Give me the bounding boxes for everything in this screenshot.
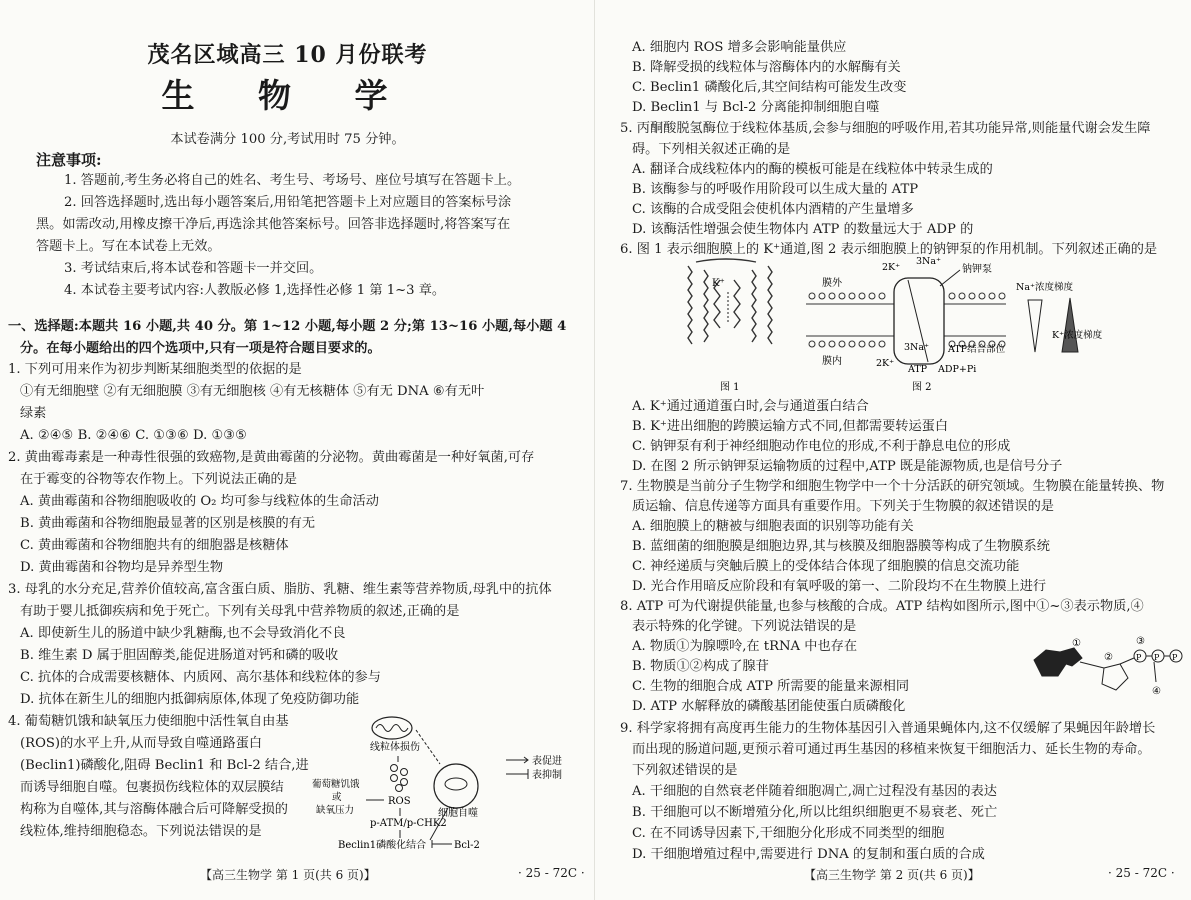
option-line: B. 降解受损的线粒体与溶酶体内的水解酶有关	[632, 60, 901, 75]
question-line: D. 黄曲霉菌和谷物均是异养型生物	[20, 560, 224, 575]
autophagosome-icon	[434, 764, 478, 808]
option-line: C. 钠钾泵有利于神经细胞动作电位的形成,不利于静息电位的形成	[632, 439, 1011, 454]
question-line: 质运输、信息传递等方面具有重要作用。下列关于生物膜的叙述错误的是	[632, 499, 1054, 514]
notice-line: 黑。如需改动,用橡皮擦干净后,再选涂其他答案标号。回答非选择题时,将答案写在	[36, 217, 511, 232]
fig8-p: P	[1136, 653, 1142, 662]
option-line: C. 在不同诱导因素下,干细胞分化形成不同类型的细胞	[632, 826, 945, 841]
lipid-head	[879, 341, 885, 347]
option-line: C. 生物的细胞合成 ATP 所需要的能量来源相同	[632, 679, 910, 694]
question-line: 碍。下列相关叙述正确的是	[632, 142, 791, 157]
question-line: 有助于婴儿抵御疾病和免于死亡。下列有关母乳中营养物质的叙述,正确的是	[20, 604, 460, 619]
fig4-ros-label: ROS	[388, 796, 411, 807]
lipid-head	[869, 341, 875, 347]
lipid-head	[809, 341, 815, 347]
lipid-head	[809, 293, 815, 299]
lipid-head	[959, 293, 965, 299]
option-line: B. 干细胞可以不断增殖分化,所以比组织细胞更不易衰老、死亡	[632, 805, 998, 820]
option-line: A. K⁺通过通道蛋白时,会与通道蛋白结合	[632, 399, 869, 414]
fig4-stress-label: 葡萄糖饥饿	[312, 779, 360, 790]
option-line: A. 细胞膜上的糖被与细胞表面的识别等功能有关	[632, 519, 914, 534]
fig8-label-4: ④	[1152, 686, 1161, 697]
option-line: C. 该酶的合成受阻会使机体内酒精的产生量增多	[632, 202, 914, 217]
lipid-head	[849, 341, 855, 347]
question-line: 在于霉变的谷物等农作物上。下列说法正确的是	[20, 472, 297, 487]
fig6-na-gradient: Na⁺浓度梯度	[1016, 282, 1073, 293]
question-line: 1. 下列可用来作为初步判断某细胞类型的依据的是	[8, 362, 302, 377]
ion-channel-figure	[676, 256, 1176, 396]
lipid-head	[859, 293, 865, 299]
footer-page-label: 【高三生物学 第 1 页(共 6 页)】	[200, 868, 376, 882]
fig8-p: P	[1154, 653, 1160, 662]
question-line: ①有无细胞壁 ②有无细胞膜 ③有无细胞核 ④有无核糖体 ⑤有无 DNA ⑥有无叶	[20, 384, 485, 399]
fig6-3na-top: 3Na⁺	[916, 256, 942, 267]
lipid-head	[989, 293, 995, 299]
fig4-mito-label: 线粒体损伤	[370, 742, 420, 753]
page-right	[596, 0, 1191, 900]
fig4-beclin-label: Beclin1磷酸化结合	[338, 840, 427, 851]
fig4-bcl-label: Bcl-2	[454, 840, 480, 851]
question-line: C. 抗体的合成需要核糖体、内质网、高尔基体和线粒体的参与	[20, 670, 381, 685]
lipid-head	[839, 341, 845, 347]
question-line: 8. ATP 可为代谢提供能量,也参与核酸的合成。ATP 结构如图所示,图中①~③表示物质,④	[620, 599, 1144, 614]
option-line: A. 干细胞的自然衰老伴随着细胞凋亡,凋亡过程没有基因的表达	[632, 784, 997, 799]
question-line: 4. 葡萄糖饥饿和缺氧压力使细胞中活性氧自由基	[8, 714, 289, 729]
footer-page-label: 【高三生物学 第 2 页(共 6 页)】	[804, 868, 980, 882]
option-line: D. 光合作用暗反应阶段和有氧呼吸的第一、二阶段均不在生物膜上进行	[632, 579, 1047, 594]
question-line: 2. 黄曲霉毒素是一种毒性很强的致癌物,是黄曲霉菌的分泌物。黄曲霉菌是一种好氧菌,可存	[8, 450, 535, 465]
autophagy-diagram	[310, 712, 588, 860]
option-line: B. 蓝细菌的细胞膜是细胞边界,其与核膜及细胞器膜等构成了生物膜系统	[632, 539, 1050, 554]
fig8-label-1: ①	[1072, 638, 1081, 649]
k-channel-ribbon	[688, 259, 772, 344]
question-line: A. 即使新生儿的肠道中缺少乳糖酶,也不会导致消化不良	[20, 626, 346, 641]
section-heading: 一、选择题:本题共 16 小题,共 40 分。第 1~12 小题,每小题 2 分;第 13~16 小题,每小题 4	[8, 319, 567, 334]
fig6-atp: ATP	[908, 364, 928, 375]
option-line: B. 物质①②构成了腺苷	[632, 659, 769, 674]
k-gradient-triangle	[1062, 298, 1078, 352]
question-line: C. 黄曲霉菌和谷物细胞共有的细胞器是核糖体	[20, 538, 289, 553]
lipid-head	[839, 293, 845, 299]
page-left	[0, 0, 595, 900]
option-line: D. Beclin1 与 Bcl-2 分离能抑制细胞自噬	[632, 100, 880, 115]
option-line: D. 在图 2 所示钠钾泵运输物质的过程中,ATP 既是能源物质,也是信号分子	[632, 459, 1063, 474]
fig6-k-label: K⁺	[712, 278, 725, 289]
lipid-head	[999, 293, 1005, 299]
question-line: A. 黄曲霉菌和谷物细胞吸收的 O₂ 均可参与线粒体的生命活动	[20, 494, 379, 509]
exam-subtitle: 本试卷满分 100 分,考试用时 75 分钟。	[170, 132, 405, 147]
notice-header: 注意事项:	[36, 151, 102, 169]
question-line: 下列叙述错误的是	[632, 763, 738, 778]
fig6-k-gradient: K⁺浓度梯度	[1052, 330, 1103, 341]
option-line: A. 翻译合成线粒体内的酶的模板可能是在线粒体中转录生成的	[632, 162, 993, 177]
lipid-head	[859, 341, 865, 347]
question-line: B. 黄曲霉菌和谷物细胞最显著的区别是核膜的有无	[20, 516, 316, 531]
footer-code: · 25 - 72C ·	[1108, 866, 1175, 880]
fig8-label-3: ③	[1136, 636, 1145, 647]
lipid-head	[879, 293, 885, 299]
option-line: C. Beclin1 磷酸化后,其空间结构可能发生改变	[632, 80, 907, 95]
lipid-head	[829, 293, 835, 299]
option-line: D. 干细胞增殖过程中,需要进行 DNA 的复制和蛋白质的合成	[632, 847, 985, 862]
fig4-stress-label: 缺氧压力	[316, 805, 355, 816]
question-line: 5. 丙酮酸脱氢酶位于线粒体基质,会参与细胞的呼吸作用,若其功能异常,则能量代谢会发生障	[620, 121, 1151, 136]
fig8-p: P	[1172, 653, 1178, 662]
lipid-head	[819, 341, 825, 347]
notice-line: 1. 答题前,考生务必将自己的姓名、考生号、考场号、座位号填写在答题卡上。	[64, 173, 521, 188]
fig6-2k-top: 2K⁺	[882, 262, 901, 273]
fig8-label-2: ②	[1104, 652, 1113, 663]
fig6-2k-bottom: 2K⁺	[876, 358, 895, 369]
fig6-atp-site: ATP结合部位	[948, 344, 1006, 355]
question-line: D. 抗体在新生儿的细胞内抵御病原体,体现了免疫防御功能	[20, 692, 360, 707]
notice-line: 2. 回答选择题时,选出每小题答案后,用铅笔把答题卡上对应题目的答案标号涂	[64, 195, 512, 210]
lipid-head	[849, 293, 855, 299]
lipid-head	[829, 341, 835, 347]
fig6-3na-bottom: 3Na⁺	[904, 342, 930, 353]
option-line: C. 神经递质与突触后膜上的受体结合体现了细胞膜的信息交流功能	[632, 559, 1020, 574]
option-line: B. K⁺进出细胞的跨膜运输方式不同,但都需要转运蛋白	[632, 419, 949, 434]
fig4-legend-inhibit: 表抑制	[532, 770, 562, 781]
fig6-adp: ADP+Pi	[938, 364, 977, 375]
notice-line: 3. 考试结束后,将本试卷和答题卡一并交回。	[64, 261, 323, 276]
question-line: 3. 母乳的水分充足,营养价值较高,富含蛋白质、脂肪、乳糖、维生素等营养物质,母乳中的抗体	[8, 582, 552, 597]
lipid-head	[979, 293, 985, 299]
ribose-icon	[1102, 664, 1128, 690]
question-line: (Beclin1)磷酸化,阻碍 Beclin1 和 Bcl-2 结合,进	[20, 758, 309, 773]
question-line: (ROS)的水平上升,从而导致自噬通路蛋白	[20, 736, 263, 751]
question-line: 表示特殊的化学键。下列说法错误的是	[632, 619, 857, 634]
fig6-inside-label: 膜内	[822, 356, 842, 367]
section-heading: 分。在每小题给出的四个选项中,只有一项是符合题目要求的。	[20, 341, 381, 356]
question-line: 而诱导细胞自噬。包裹损伤线粒体的双层膜结	[20, 780, 284, 795]
option-line: B. 该酶参与的呼吸作用阶段可以生成大量的 ATP	[632, 182, 919, 197]
question-line: 6. 图 1 表示细胞膜上的 K⁺通道,图 2 表示细胞膜上的钠钾泵的作用机制。下列叙述正确的是	[620, 242, 1158, 257]
fig4-autophagy-label: 细胞自噬	[438, 808, 478, 819]
question-line: 而出现的肠道问题,更预示着可通过再生基因的移植来恢复干细胞活力、延长生物的寿命。	[632, 742, 1151, 757]
question-line: 9. 科学家将拥有高度再生能力的生物体基因引入普通果蝇体内,这不仅缓解了果蝇因年龄增长	[620, 721, 1156, 736]
question-line: A. ②④⑤ B. ②④⑥ C. ①③⑥ D. ①③⑤	[20, 428, 247, 443]
question-line: 线粒体,维持细胞稳态。下列说法错误的是	[20, 824, 262, 839]
fig4-kinase-label: p-ATM/p-CHK2	[370, 818, 447, 829]
question-line: 构称为自噬体,其与溶酶体融合后可降解受损的	[20, 802, 288, 817]
fig6-pump-label: 钠钾泵	[962, 264, 992, 275]
lipid-head	[969, 293, 975, 299]
subject-title: 生 物 学	[161, 76, 414, 115]
option-line: A. 细胞内 ROS 增多会影响能量供应	[632, 40, 847, 55]
footer-code: · 25 - 72C ·	[518, 866, 585, 880]
fig6-outside-label: 膜外	[822, 278, 842, 289]
notice-line: 答题卡上。写在本试卷上无效。	[36, 239, 221, 254]
option-line: D. 该酶活性增强会使生物体内 ATP 的数量远大于 ADP 的	[632, 222, 974, 237]
option-line: D. ATP 水解释放的磷酸基团能使蛋白质磷酸化	[632, 699, 906, 714]
question-line: 绿素	[20, 406, 47, 421]
fig6-fig1-caption: 图 1	[720, 382, 740, 393]
lipid-head	[819, 293, 825, 299]
lipid-head	[869, 293, 875, 299]
na-gradient-triangle	[1028, 300, 1042, 352]
option-line: A. 物质①为腺嘌呤,在 tRNA 中也存在	[632, 639, 858, 654]
exam-title: 茂名区域高三 10 月份联考	[147, 42, 428, 68]
atp-structure-figure	[1024, 636, 1186, 698]
fig4-legend-promote: 表促进	[532, 756, 562, 767]
lipid-head	[949, 293, 955, 299]
question-line: 7. 生物膜是当前分子生物学和细胞生物学中一个十分活跃的研究领域。生物膜在能量转换、物	[620, 479, 1165, 494]
notice-line: 4. 本试卷主要考试内容:人教版必修 1,选择性必修 1 第 1~3 章。	[64, 283, 446, 298]
question-line: B. 维生素 D 属于胆固醇类,能促进肠道对钙和磷的吸收	[20, 648, 339, 663]
fig4-stress-label: 或	[332, 792, 342, 803]
fig6-fig2-caption: 图 2	[912, 382, 932, 393]
